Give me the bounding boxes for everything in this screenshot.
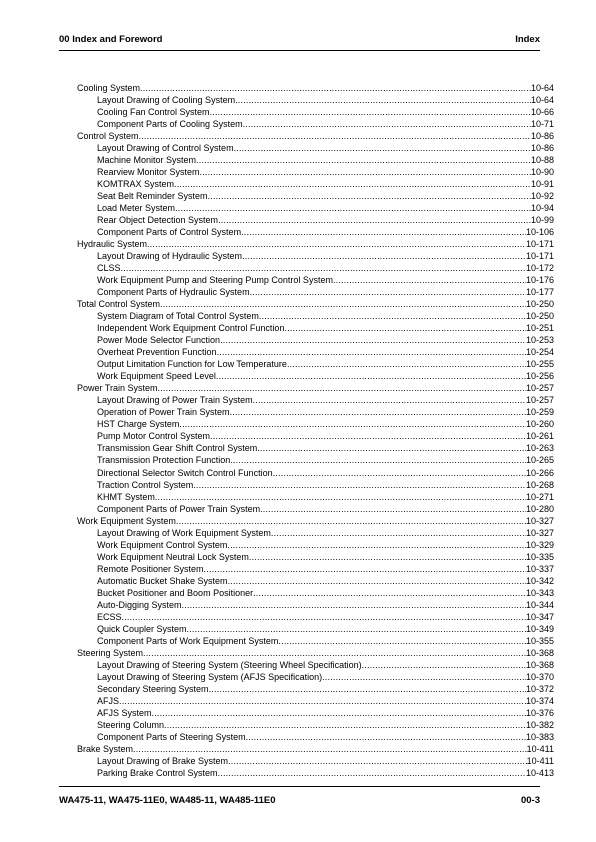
toc-dot-leader	[257, 442, 526, 454]
toc-entry-page: 10-71	[530, 119, 554, 130]
toc-dot-leader	[278, 635, 526, 647]
toc-subsection-entry[interactable]	[77, 659, 554, 671]
toc-entry-page: 10-172	[525, 263, 554, 274]
toc-entry-title: Component Parts of Work Equipment System	[97, 635, 279, 646]
toc-entry-page: 10-88	[530, 155, 554, 166]
toc-subsection-entry[interactable]	[77, 370, 554, 382]
toc-subsection-entry[interactable]	[77, 94, 554, 106]
toc-entry-page: 10-253	[525, 335, 554, 346]
toc-entry-page: 10-329	[525, 539, 554, 550]
toc-dot-leader	[250, 286, 526, 298]
toc-entry-title: Work Equipment Pump and Steering Pump Control System	[97, 275, 333, 286]
toc-dot-leader	[210, 430, 526, 442]
toc-dot-leader	[155, 491, 526, 503]
toc-subsection-entry[interactable]	[77, 719, 554, 731]
toc-entry-page: 10-257	[525, 383, 554, 394]
toc-entry-title: Auto-Digging System	[97, 599, 182, 610]
toc-dot-leader	[234, 142, 531, 154]
toc-entry-title: Brake System	[77, 743, 134, 754]
toc-subsection-entry[interactable]	[77, 479, 554, 491]
toc-entry-page: 10-263	[525, 443, 554, 454]
toc-entry-title: System Diagram of Total Control System	[97, 311, 259, 322]
toc-dot-leader	[140, 82, 531, 94]
toc-subsection-entry[interactable]	[77, 623, 554, 635]
toc-entry-title: KOMTRAX System	[97, 179, 175, 190]
toc-dot-leader	[164, 719, 526, 731]
toc-entry-page: 10-382	[525, 719, 554, 730]
toc-subsection-entry[interactable]	[77, 406, 554, 418]
toc-dot-leader	[243, 118, 531, 130]
header-index-label: Index	[515, 34, 540, 45]
toc-dot-leader	[217, 346, 526, 358]
toc-entry-title: Automatic Bucket Shake System	[97, 575, 228, 586]
toc-entry-title: Layout Drawing of Hydraulic System	[97, 251, 243, 262]
toc-entry-page: 10-261	[525, 431, 554, 442]
toc-entry-title: Seat Belt Reminder System	[97, 191, 208, 202]
toc-dot-leader	[182, 599, 526, 611]
toc-entry-title: Machine Monitor System	[97, 155, 197, 166]
toc-entry-page: 10-374	[525, 695, 554, 706]
header-section-title: 00 Index and Foreword	[59, 34, 163, 45]
toc-section-entry[interactable]	[77, 82, 554, 94]
toc-entry-title: Power Mode Selector Function	[97, 335, 221, 346]
toc-dot-leader	[122, 611, 526, 623]
toc-dot-leader	[133, 743, 527, 755]
toc-subsection-entry[interactable]	[77, 358, 554, 370]
toc-subsection-entry[interactable]	[77, 442, 554, 454]
toc-subsection-entry[interactable]	[77, 202, 554, 214]
toc-entry-title: Layout Drawing of Steering System (AFJS Specification)	[97, 671, 323, 682]
toc-entry-page: 10-66	[530, 107, 554, 118]
toc-dot-leader	[193, 479, 526, 491]
toc-entry-title: Component Parts of Power Train System	[97, 503, 261, 514]
toc-entry-title: Total Control System	[77, 299, 161, 310]
toc-subsection-entry[interactable]	[77, 250, 554, 262]
toc-subsection-entry[interactable]	[77, 527, 554, 539]
toc-entry-page: 10-260	[525, 419, 554, 430]
toc-entry-title: Component Parts of Hydraulic System	[97, 287, 250, 298]
toc-dot-leader	[287, 358, 526, 370]
toc-entry-title: Rearview Monitor System	[97, 167, 200, 178]
toc-dot-leader	[271, 527, 526, 539]
toc-entry-page: 10-177	[525, 287, 554, 298]
toc-subsection-entry[interactable]	[77, 563, 554, 575]
toc-subsection-entry[interactable]	[77, 430, 554, 442]
header-rule	[59, 50, 540, 51]
toc-entry-title: Output Limitation Function for Low Temperature	[97, 359, 287, 370]
toc-entry-title: Work Equipment System	[77, 515, 176, 526]
footer-model-names: WA475-11, WA475-11E0, WA485-11, WA485-11E0	[59, 795, 276, 806]
toc-dot-leader	[333, 274, 526, 286]
table-of-contents	[77, 82, 554, 779]
toc-dot-leader	[143, 647, 526, 659]
toc-entry-title: Overheat Prevention Function	[97, 347, 217, 358]
toc-entry-page: 10-368	[525, 647, 554, 658]
toc-subsection-entry[interactable]	[77, 166, 554, 178]
toc-entry-page: 10-86	[530, 131, 554, 142]
toc-subsection-entry[interactable]	[77, 467, 554, 479]
toc-section-entry[interactable]	[77, 515, 554, 527]
toc-subsection-entry[interactable]	[77, 539, 554, 551]
toc-subsection-entry[interactable]	[77, 214, 554, 226]
toc-entry-title: AFJS	[97, 695, 120, 706]
toc-entry-title: Cooling System	[77, 83, 141, 93]
toc-entry-page: 10-355	[525, 635, 554, 646]
toc-entry-page: 10-327	[525, 527, 554, 538]
toc-entry-page: 10-94	[530, 203, 554, 214]
toc-subsection-entry[interactable]	[77, 635, 554, 647]
toc-subsection-entry[interactable]	[77, 503, 554, 515]
toc-entry-title: CLSS	[97, 263, 121, 274]
toc-entry-title: Steering Column	[97, 719, 165, 730]
toc-entry-page: 10-257	[525, 395, 554, 406]
toc-entry-page: 10-344	[525, 599, 554, 610]
toc-entry-title: Quick Coupler System	[97, 623, 187, 634]
toc-subsection-entry[interactable]	[77, 683, 554, 695]
toc-entry-title: Layout Drawing of Work Equipment System	[97, 527, 271, 538]
toc-entry-page: 10-99	[530, 215, 554, 226]
toc-dot-leader	[147, 238, 526, 250]
toc-entry-title: Rear Object Detection System	[97, 215, 219, 226]
toc-entry-title: Component Parts of Cooling System	[97, 119, 243, 130]
toc-dot-leader	[249, 551, 526, 563]
toc-entry-title: Control System	[77, 131, 139, 142]
toc-entry-page: 10-266	[525, 467, 554, 478]
toc-entry-title: Component Parts of Steering System	[97, 731, 246, 742]
toc-entry-title: Layout Drawing of Cooling System	[97, 95, 236, 106]
toc-dot-leader	[220, 334, 526, 346]
toc-dot-leader	[216, 370, 526, 382]
toc-subsection-entry[interactable]	[77, 226, 554, 238]
toc-entry-title: Transmission Protection Function	[97, 455, 231, 466]
toc-subsection-entry[interactable]	[77, 731, 554, 743]
toc-subsection-entry[interactable]	[77, 707, 554, 719]
footer-page-number: 00-3	[520, 795, 540, 806]
toc-subsection-entry[interactable]	[77, 346, 554, 358]
toc-subsection-entry[interactable]	[77, 106, 554, 118]
toc-section-entry[interactable]	[77, 647, 554, 659]
toc-entry-page: 10-171	[525, 251, 554, 262]
page-footer	[59, 795, 540, 809]
toc-entry-title: Load Meter System	[97, 203, 176, 214]
toc-entry-page: 10-368	[525, 659, 554, 670]
toc-entry-title: ECSS	[97, 611, 122, 622]
toc-entry-page: 10-250	[525, 311, 554, 322]
toc-dot-leader	[187, 623, 526, 635]
page-header	[59, 34, 540, 49]
toc-dot-leader	[227, 539, 526, 551]
toc-entry-title: Secondary Steering System	[97, 683, 209, 694]
toc-subsection-entry[interactable]	[77, 491, 554, 503]
toc-entry-page: 10-265	[525, 455, 554, 466]
toc-dot-leader	[139, 130, 531, 142]
toc-entry-page: 10-349	[525, 623, 554, 634]
toc-subsection-entry[interactable]	[77, 611, 554, 623]
toc-dot-leader	[228, 755, 527, 767]
toc-entry-page: 10-376	[525, 707, 554, 718]
toc-entry-title: Traction Control System	[97, 479, 194, 490]
toc-section-entry[interactable]	[77, 130, 554, 142]
toc-dot-leader	[210, 106, 531, 118]
toc-entry-page: 10-90	[530, 167, 554, 178]
toc-dot-leader	[158, 382, 526, 394]
toc-entry-title: Layout Drawing of Control System	[97, 143, 234, 154]
toc-subsection-entry[interactable]	[77, 418, 554, 430]
toc-entry-title: Parking Brake Control System	[97, 767, 218, 778]
toc-entry-page: 10-280	[525, 503, 554, 514]
footer-rule	[59, 786, 540, 787]
toc-entry-page: 10-268	[525, 479, 554, 490]
toc-entry-page: 10-254	[525, 347, 554, 358]
toc-subsection-entry[interactable]	[77, 767, 554, 779]
toc-entry-page: 10-343	[525, 587, 554, 598]
toc-dot-leader	[260, 503, 526, 515]
toc-dot-leader	[230, 454, 526, 466]
toc-subsection-entry[interactable]	[77, 551, 554, 563]
toc-entry-page: 10-370	[525, 671, 554, 682]
toc-dot-leader	[241, 226, 526, 238]
toc-entry-page: 10-256	[525, 371, 554, 382]
toc-entry-title: Bucket Positioner and Boom Positioner	[97, 587, 254, 598]
toc-dot-leader	[176, 515, 526, 527]
toc-dot-leader	[179, 418, 526, 430]
toc-entry-title: Layout Drawing of Steering System (Steering Wheel Specification)	[97, 659, 362, 670]
toc-dot-leader	[200, 166, 531, 178]
toc-dot-leader	[284, 322, 526, 334]
toc-subsection-entry[interactable]	[77, 154, 554, 166]
toc-dot-leader	[209, 683, 526, 695]
toc-subsection-entry[interactable]	[77, 142, 554, 154]
toc-entry-title: Directional Selector Switch Control Function	[97, 467, 273, 478]
toc-dot-leader	[228, 575, 526, 587]
toc-entry-page: 10-64	[530, 83, 554, 93]
toc-dot-leader	[218, 214, 531, 226]
toc-subsection-entry[interactable]	[77, 178, 554, 190]
toc-dot-leader	[121, 262, 526, 274]
toc-dot-leader	[204, 563, 526, 575]
toc-entry-title: Operation of Power Train System	[97, 407, 230, 418]
toc-subsection-entry[interactable]	[77, 599, 554, 611]
toc-entry-title: Pump Motor Control System	[97, 431, 211, 442]
toc-subsection-entry[interactable]	[77, 755, 554, 767]
toc-subsection-entry[interactable]	[77, 262, 554, 274]
toc-entry-page: 10-86	[530, 143, 554, 154]
toc-entry-page: 10-176	[525, 275, 554, 286]
toc-entry-title: HST Charge System	[97, 419, 180, 430]
toc-subsection-entry[interactable]	[77, 587, 554, 599]
toc-section-entry[interactable]	[77, 238, 554, 250]
toc-subsection-entry[interactable]	[77, 695, 554, 707]
toc-section-entry[interactable]	[77, 298, 554, 310]
toc-entry-title: Remote Positioner System	[97, 563, 204, 574]
toc-dot-leader	[259, 310, 526, 322]
toc-entry-title: Layout Drawing of Brake System	[97, 755, 229, 766]
toc-dot-leader	[208, 190, 531, 202]
toc-dot-leader	[218, 767, 526, 779]
toc-entry-page: 10-251	[525, 323, 554, 334]
toc-entry-page: 10-250	[525, 299, 554, 310]
toc-dot-leader	[174, 178, 531, 190]
toc-entry-page: 10-337	[525, 563, 554, 574]
toc-entry-page: 10-347	[525, 611, 554, 622]
toc-dot-leader	[175, 202, 531, 214]
toc-entry-page: 10-64	[530, 95, 554, 106]
toc-dot-leader	[362, 659, 526, 671]
toc-dot-leader	[196, 154, 531, 166]
toc-dot-leader	[322, 671, 526, 683]
toc-entry-page: 10-171	[525, 239, 554, 250]
toc-entry-title: Power Train System	[77, 383, 158, 394]
toc-entry-title: Work Equipment Speed Level	[97, 371, 216, 382]
toc-subsection-entry[interactable]	[77, 286, 554, 298]
toc-subsection-entry[interactable]	[77, 575, 554, 587]
toc-entry-page: 10-255	[525, 359, 554, 370]
toc-entry-title: KHMT System	[97, 491, 155, 502]
toc-subsection-entry[interactable]	[77, 454, 554, 466]
toc-entry-page: 10-411	[526, 755, 554, 766]
toc-entry-title: Transmission Gear Shift Control System	[97, 443, 258, 454]
toc-dot-leader	[273, 467, 526, 479]
toc-entry-page: 10-92	[530, 191, 554, 202]
toc-section-entry[interactable]	[77, 382, 554, 394]
toc-dot-leader	[246, 731, 526, 743]
toc-entry-page: 10-413	[525, 767, 554, 778]
toc-subsection-entry[interactable]	[77, 118, 554, 130]
toc-entry-title: Work Equipment Control System	[97, 539, 228, 550]
toc-subsection-entry[interactable]	[77, 274, 554, 286]
toc-subsection-entry[interactable]	[77, 310, 554, 322]
toc-entry-page: 10-106	[525, 227, 554, 238]
toc-entry-page: 10-259	[525, 407, 554, 418]
toc-entry-page: 10-271	[525, 491, 554, 502]
toc-entry-title: Layout Drawing of Power Train System	[97, 395, 253, 406]
toc-entry-page: 10-411	[526, 743, 554, 754]
toc-entry-page: 10-383	[525, 731, 554, 742]
toc-entry-title: Cooling Fan Control System	[97, 107, 210, 118]
toc-dot-leader	[253, 587, 526, 599]
toc-entry-title: Steering System	[77, 647, 144, 658]
toc-dot-leader	[235, 94, 531, 106]
toc-dot-leader	[242, 250, 526, 262]
toc-entry-title: Component Parts of Control System	[97, 227, 242, 238]
toc-subsection-entry[interactable]	[77, 334, 554, 346]
toc-subsection-entry[interactable]	[77, 394, 554, 406]
toc-entry-title: AFJS System	[97, 707, 152, 718]
toc-subsection-entry[interactable]	[77, 190, 554, 202]
toc-dot-leader	[230, 406, 526, 418]
toc-subsection-entry[interactable]	[77, 322, 554, 334]
toc-dot-leader	[119, 695, 526, 707]
toc-entry-page: 10-91	[530, 179, 554, 190]
toc-dot-leader	[160, 298, 526, 310]
toc-subsection-entry[interactable]	[77, 671, 554, 683]
toc-entry-page: 10-342	[525, 575, 554, 586]
toc-dot-leader	[152, 707, 526, 719]
toc-entry-title: Work Equipment Neutral Lock System	[97, 551, 249, 562]
toc-entry-title: Hydraulic System	[77, 239, 148, 250]
toc-section-entry[interactable]	[77, 743, 554, 755]
toc-entry-page: 10-335	[525, 551, 554, 562]
toc-entry-title: Independent Work Equipment Control Function	[97, 323, 285, 334]
toc-entry-page: 10-327	[525, 515, 554, 526]
toc-dot-leader	[253, 394, 526, 406]
toc-entry-page: 10-372	[525, 683, 554, 694]
